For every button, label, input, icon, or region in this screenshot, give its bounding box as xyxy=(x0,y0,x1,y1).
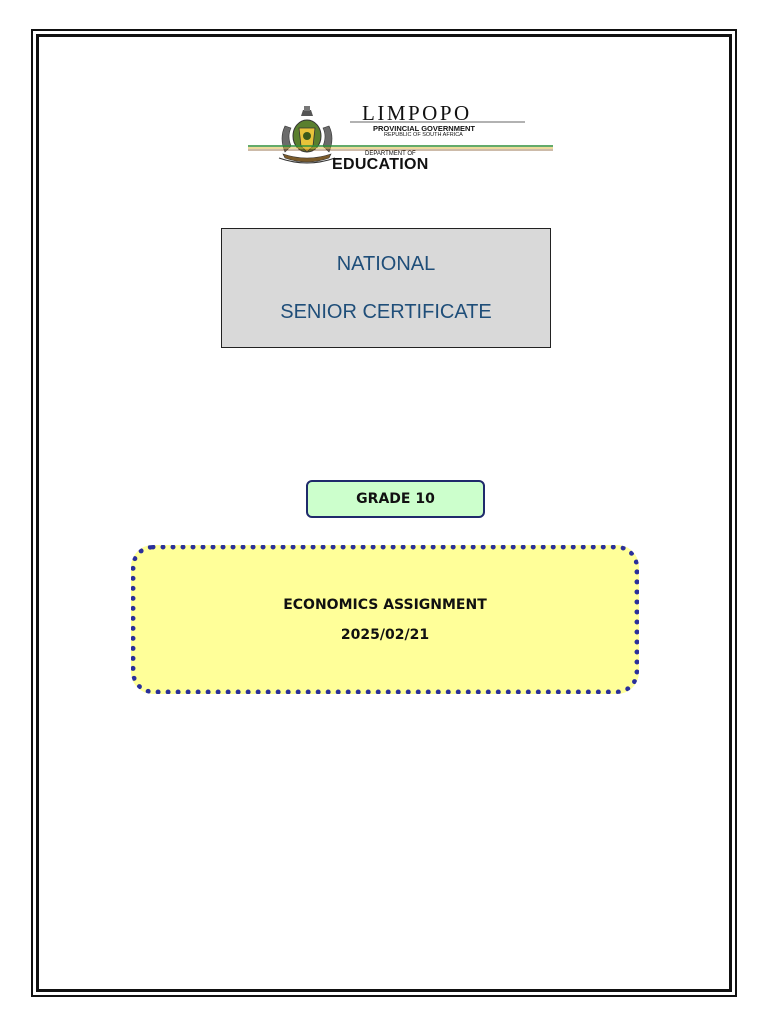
logo-province-name: LIMPOPO xyxy=(362,101,472,125)
logo-government-label: PROVINCIAL GOVERNMENT xyxy=(373,124,475,133)
certificate-line-senior: SENIOR CERTIFICATE xyxy=(280,301,492,323)
certificate-title-box xyxy=(221,228,551,348)
assignment-box xyxy=(131,545,639,694)
certificate-line-national: NATIONAL xyxy=(336,253,436,275)
grade-label-box: GRADE 10 xyxy=(306,480,485,518)
logo-department-label: DEPARTMENT OF xyxy=(365,151,416,157)
logo-country-label: REPUBLIC OF SOUTH AFRICA xyxy=(384,132,463,138)
assignment-date: 2025/02/21 xyxy=(340,627,430,643)
logo-department-name: EDUCATION xyxy=(332,156,429,173)
assignment-title: ECONOMICS ASSIGNMENT xyxy=(283,597,487,613)
